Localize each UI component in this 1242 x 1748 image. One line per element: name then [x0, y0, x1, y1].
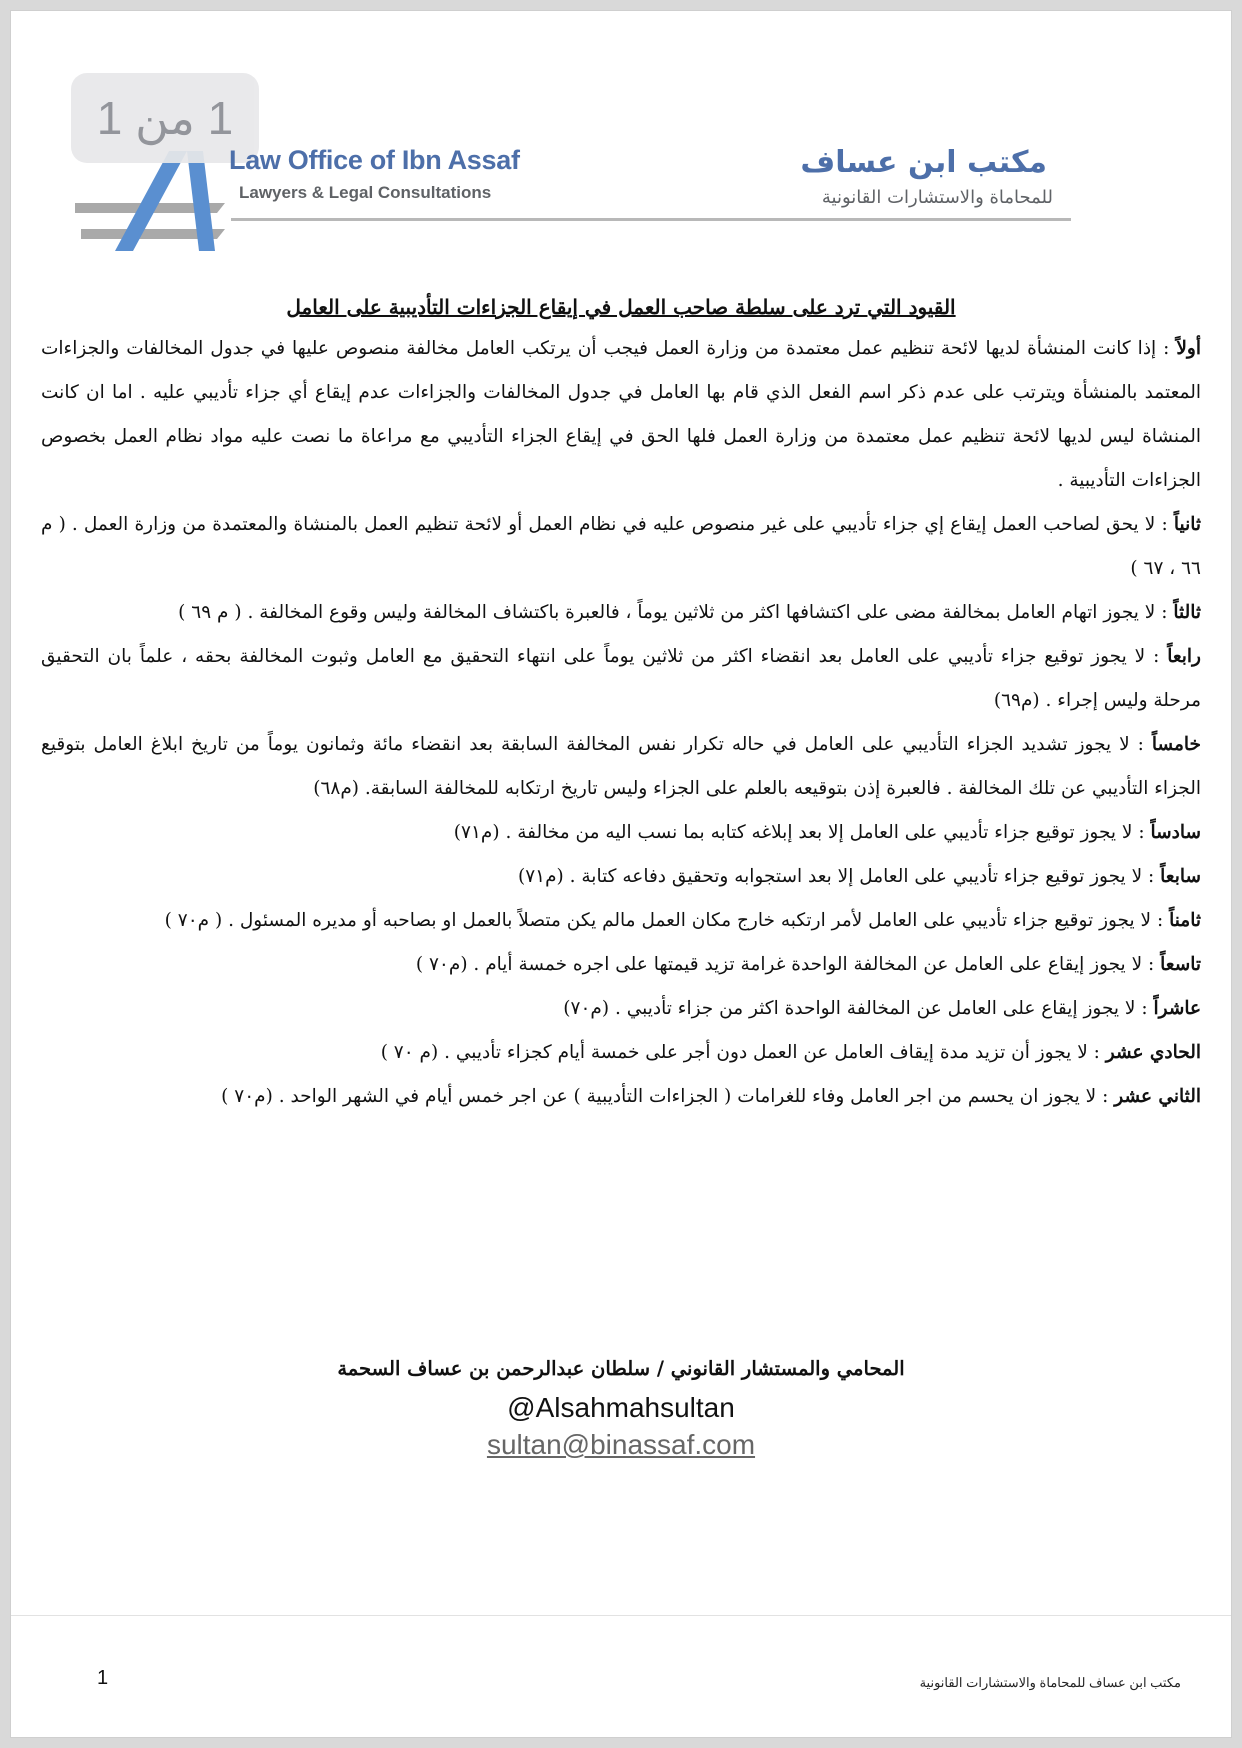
clause-text: : لا يحق لصاحب العمل إيقاع إي جزاء تأديبي على غير منصوص عليه في نظام العمل أو لائحة تنظيم العمل بالمنشاة والمعتمدة من وزارة العمل . ( م ٦٦ ، ٦٧ ): [41, 514, 1201, 579]
clause-label: ثانياً: [1173, 514, 1201, 535]
logo-english-subtitle: Lawyers & Legal Consultations: [239, 183, 492, 202]
clause-text: : لا يجوز توقيع جزاء تأديبي على العامل بعد انقضاء اكثر من ثلاثين يوماً على انتهاء التحقيق مع العامل وثبوت المخالفة بحقه ، علماً بان التحقيق مرحلة وليس إجراء . (م٦٩): [41, 646, 1201, 711]
clause-label: سابعاً: [1160, 866, 1201, 887]
clause-label: ثالثاً: [1173, 602, 1201, 623]
clause-label: أولاً: [1176, 338, 1201, 359]
document-title: القيود التي ترد على سلطة صاحب العمل في إيقاع الجزاءات التأديبية على العامل: [286, 295, 956, 319]
clause-text: : لا يجوز توقيع جزاء تأديبي على العامل إلا بعد استجوابه وتحقيق دفاعه كتابة . (م٧١): [517, 866, 1161, 887]
document-body: [41, 287, 1201, 1119]
twitter-handle: @Alsahmahsultan: [507, 1392, 735, 1423]
clause-label: رابعاً: [1167, 646, 1201, 667]
logo-english-title: Law Office of Ibn Assaf: [229, 145, 520, 175]
clause-label: ثامناً: [1169, 910, 1201, 931]
law-office-logo-icon: [75, 151, 245, 251]
clause-text: : لا يجوز اتهام العامل بمخالفة مضى على اكتشافها اكثر من ثلاثين يوماً ، فالعبرة باكتشاف المخالفة وليس وقوع المخالفة . ( م ٦٩ ): [178, 602, 1174, 623]
clause-label: تاسعاً: [1160, 954, 1201, 975]
logo-arabic-subtitle: للمحاماة والاستشارات القانونية: [821, 187, 1053, 208]
clause: [41, 635, 1201, 723]
clause-text: : لا يجوز تشديد الجزاء التأديبي على العامل في حاله تكرار نفس المخالفة السابقة بعد انقضاء مائة وثمانون يوماً من تاريخ ابلاغ العامل بتوقيع الجزاء التأديبي عن تلك المخالفة . فالعبرة إذن بتوقيعه بالعلم على الجزاء وليس تاريخ ارتكابه للمخالفة السابقة. (م٦٨): [41, 734, 1201, 799]
signature-block: [11, 1349, 1231, 1463]
clause: [41, 503, 1201, 591]
page-indicator: 1 من 1: [71, 73, 259, 163]
clause: [41, 943, 1201, 987]
clause: [41, 811, 1201, 855]
clause: [41, 723, 1201, 811]
footer-office-name: مكتب ابن عساف للمحاماة والاستشارات القانونية: [919, 1675, 1181, 1690]
clause-label: الحادي عشر: [1105, 1042, 1201, 1063]
clause: [41, 1075, 1201, 1119]
clause: [41, 1031, 1201, 1075]
clause: [41, 987, 1201, 1031]
clause: [41, 899, 1201, 943]
clause-text: : لا يجوز توقيع جزاء تأديبي على العامل لأمر ارتكبه خارج مكان العمل مالم يكن متصلاً بالعمل او بصاحبه أو مديره المسئول . ( م٧٠ ): [164, 910, 1170, 931]
clause-label: خامساً: [1151, 734, 1201, 755]
signature-name: المحامي والمستشار القانوني / سلطان عبدالرحمن بن عساف السحمة: [337, 1357, 905, 1380]
logo-arabic-title: مكتب ابن عساف: [800, 145, 1047, 180]
clause-label: سادساً: [1150, 822, 1201, 843]
clause: [41, 327, 1201, 503]
footer-divider: [11, 1615, 1231, 1616]
clause-text: : لا يجوز توقيع جزاء تأديبي على العامل إلا بعد إبلاغه كتابه بما نسب اليه من مخالفة . (م٧١): [453, 822, 1151, 843]
header-divider: [231, 218, 1071, 221]
clause-text: : لا يجوز إيقاع على العامل عن المخالفة الواحدة اكثر من جزاء تأديبي . (م٧٠): [563, 998, 1154, 1019]
clause-label: الثاني عشر: [1114, 1086, 1201, 1107]
clause: [41, 591, 1201, 635]
clause-text: : لا يجوز ان يحسم من اجر العامل وفاء للغرامات ( الجزاءات التأديبية ) عن اجر خمس أيام في الشهر الواحد . (م٧٠ ): [221, 1086, 1115, 1107]
clause-text: : إذا كانت المنشأة لديها لائحة تنظيم عمل معتمدة من وزارة العمل فيجب أن يرتكب العامل مخالفة منصوص عليها في جدول المخالفات والجزاءات المعتمد بالمنشأة ويترتب على عدم ذكر اسم الفعل الذي قام بها العامل في جدول المخالفات والجزاءات عدم إيقاع أي جزاء تأديبي عليه . اما ان كانت المنشاة ليس لديها لائحة تنظيم عمل معتمدة من وزارة العمل فلها الحق في إيقاع الجزاء التأديبي مع مراعاة ما نصت عليه مواد نظام العمل بخصوص الجزاءات التأديبية .: [41, 338, 1201, 491]
email-link[interactable]: sultan@binassaf.com: [486, 1429, 756, 1460]
clause: [41, 855, 1201, 899]
document-page: [10, 10, 1232, 1738]
footer-page-number: 1: [97, 1667, 109, 1689]
clause-label: عاشراً: [1153, 998, 1201, 1019]
clause-text: : لا يجوز أن تزيد مدة إيقاف العامل عن العمل دون أجر على خمسة أيام كجزاء تأديبي . (م ٧٠ ): [380, 1042, 1106, 1063]
clause-text: : لا يجوز إيقاع على العامل عن المخالفة الواحدة غرامة تزيد قيمتها على اجره خمسة أيام . (م٧٠ ): [415, 954, 1161, 975]
